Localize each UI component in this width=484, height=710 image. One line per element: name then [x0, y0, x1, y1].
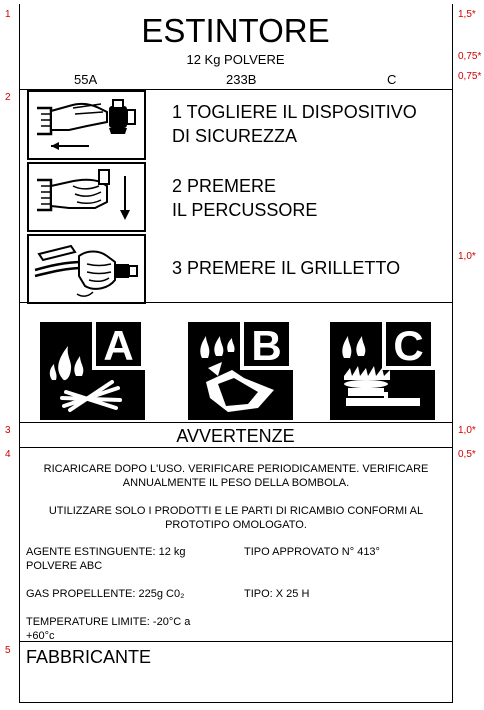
warning-recharge	[24, 462, 448, 490]
rating-class-c: C	[387, 72, 397, 87]
remove-safety-pin-icon	[29, 92, 144, 158]
solid-fuel-fire-icon	[40, 318, 145, 420]
press-striker-icon	[29, 164, 144, 230]
step-1-text	[172, 100, 417, 148]
rating-class-b: 233B	[226, 72, 257, 87]
height-marker-2: 0,75*	[458, 51, 482, 62]
warning-spare-parts-line-2: PROTOTIPO OMOLOGATO.	[165, 519, 307, 531]
fire-class-a-badge	[40, 318, 145, 420]
step-3-pictogram	[27, 234, 146, 304]
step-1-line-2: DI SICUREZZA	[172, 126, 298, 146]
manufacturer-label: FABBRICANTE	[26, 647, 152, 667]
step-1-pictogram	[27, 90, 146, 160]
height-marker-1: 1,5*	[458, 9, 476, 20]
page-title: ESTINTORE	[141, 12, 330, 49]
step-2-text	[172, 174, 317, 222]
extinguishing-agent	[26, 545, 186, 573]
step-2-line-2: IL PERCUSSORE	[172, 200, 318, 220]
extinguisher-subtitle: 12 Kg POLVERE	[186, 52, 285, 67]
gas-fire-icon	[330, 318, 435, 420]
warning-recharge-line-1: RICARICARE DOPO L'USO. VERIFICARE PERIODICAMENTE. VERIFICARE	[43, 463, 429, 475]
warning-spare-parts	[24, 504, 448, 532]
rating-class-a: 55A	[74, 72, 98, 87]
temperature-limits	[26, 615, 190, 643]
propellant-gas: GAS PROPELLENTE: 225g C0₂	[26, 588, 185, 600]
fire-class-c-letter: C	[393, 322, 424, 369]
section-marker-4: 4	[5, 449, 11, 460]
height-marker-3: 0,75*	[458, 71, 482, 82]
section-marker-2: 2	[5, 92, 11, 103]
squeeze-trigger-icon	[29, 236, 144, 302]
height-marker-6: 0,5*	[458, 449, 476, 460]
fire-class-c-badge	[330, 318, 435, 420]
fire-class-b-badge	[188, 318, 293, 420]
divider-classes	[19, 422, 452, 423]
fire-class-a-letter: A	[103, 322, 134, 369]
warning-recharge-line-2: ANNUALMENTE IL PESO DELLA BOMBOLA.	[122, 477, 350, 489]
section-marker-3: 3	[5, 425, 11, 436]
section-marker-5: 5	[5, 645, 11, 656]
step-2-pictogram	[27, 162, 146, 232]
temperature-limits-line-2: +60°c	[26, 630, 55, 642]
divider-warnings-title	[19, 447, 452, 448]
warnings-title: AVVERTENZE	[176, 426, 295, 446]
temperature-limits-line-1: TEMPERATURE LIMITE: -20°C a	[26, 616, 191, 628]
step-1-line-1: 1 TOGLIERE IL DISPOSITIVO	[172, 102, 417, 122]
extinguisher-type: TIPO: X 25 H	[244, 588, 310, 600]
step-3-text	[172, 256, 400, 280]
extinguishing-agent-line-1: AGENTE ESTINGUENTE: 12 kg	[26, 546, 186, 558]
liquid-fire-icon	[188, 318, 293, 420]
section-marker-1: 1	[5, 9, 11, 20]
step-3-line-1: 3 PREMERE IL GRILLETTO	[172, 258, 401, 278]
fire-class-b-letter: B	[251, 322, 282, 369]
approved-type: TIPO APPROVATO N° 413°	[244, 546, 380, 558]
extinguishing-agent-line-2: POLVERE ABC	[26, 560, 103, 572]
height-marker-4: 1,0*	[458, 251, 476, 262]
warning-spare-parts-line-1: UTILIZZARE SOLO I PRODOTTI E LE PARTI DI RICAMBIO CONFORMI AL	[48, 505, 424, 517]
step-2-line-1: 2 PREMERE	[172, 176, 277, 196]
height-marker-5: 1,0*	[458, 425, 476, 436]
